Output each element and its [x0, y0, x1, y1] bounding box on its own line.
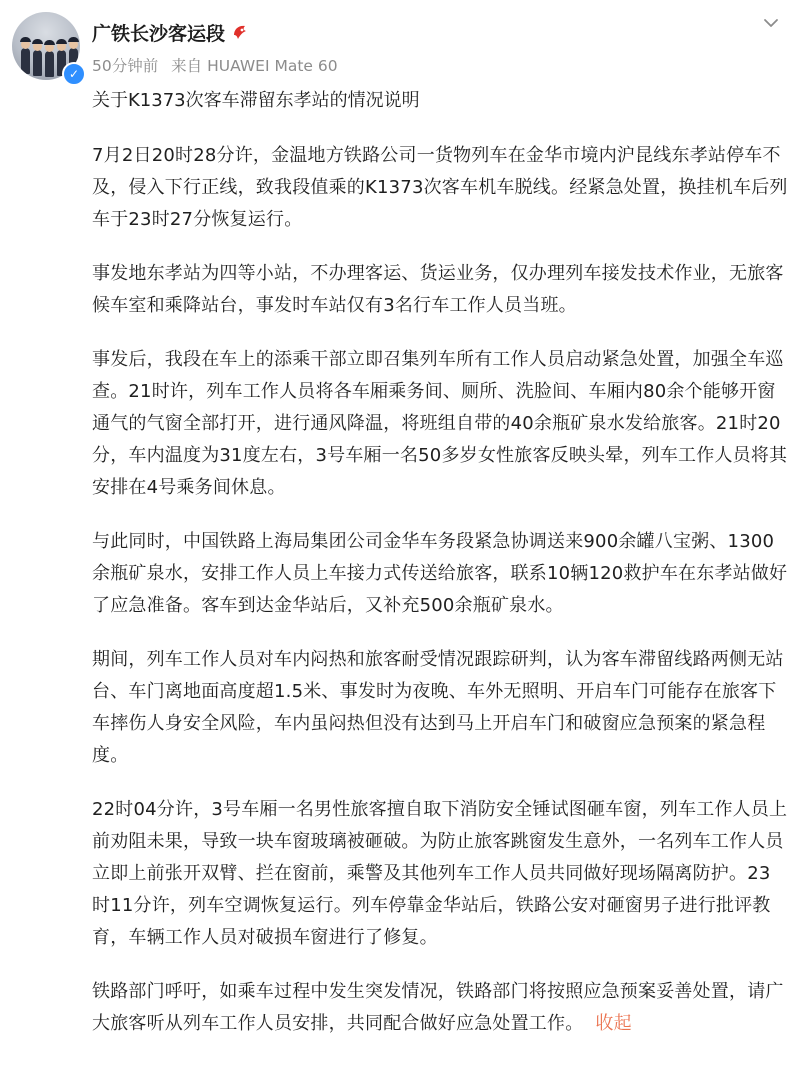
paragraph: 期间，列车工作人员对车内闷热和旅客耐受情况跟踪研判，认为客车滞留线路两侧无站台、车门离地面高度超1.5米、事发时为夜晚、车外无照明、开启车门可能存在旅客下车摔伤人身安全风险，车内虽闷热但没有达到马上开启车门和破窗应急预案的紧急程度。	[92, 649, 784, 766]
account-name[interactable]: 广铁长沙客运段	[92, 22, 226, 45]
post-header	[12, 12, 788, 92]
paragraph: 事发地东孝站为四等小站，不办理客运、货运业务，仅办理列车接发技术作业，无旅客候车室和乘降站台，事发时车站仅有3名行车工作人员当班。	[92, 263, 784, 316]
paragraph: 7月2日20时28分许，金温地方铁路公司一货物列车在金华市境内沪昆线东孝站停车不及，侵入下行正线，致我段值乘的K1373次客车机车脱线。经紧急处置，换挂机车后列车于23时27分恢复运行。	[92, 145, 788, 230]
chevron-down-icon[interactable]	[760, 12, 782, 34]
verified-badge-icon: ✓	[62, 62, 86, 86]
paragraph-text: 铁路部门呼吁，如乘车过程中发生突发情况，铁路部门将按照应急预案妥善处置，请广大旅客听从列车工作人员安排，共同配合做好应急处置工作。	[92, 981, 784, 1034]
paragraph-last	[92, 976, 788, 1040]
post-meta	[92, 54, 346, 76]
paragraph: 与此同时，中国铁路上海局集团公司金华车务段紧急协调送来900余罐八宝粥、1300余瓶矿泉水，安排工作人员上车接力式传送给旅客，联系10辆120救护车在东孝站做好了应急准备。客车到达金华站后，又补充500余瓶矿泉水。	[92, 531, 788, 616]
collapse-link[interactable]: 收起	[595, 1013, 632, 1034]
paragraph: 22时04分许，3号车厢一名男性旅客擅自取下消防安全锤试图砸车窗，列车工作人员上前劝阻未果，导致一块车窗玻璃被砸破。为防止旅客跳窗发生意外，一名列车工作人员立即上前张开双臂、拦在窗前，乘警及其他列车工作人员共同做好现场隔离防护。23时11分许，列车空调恢复运行。列车停靠金华站后，铁路公安对砸窗男子进行批评教育，车辆工作人员对破损车窗进行了修复。	[92, 799, 788, 948]
paragraph: 事发后，我段在车上的添乘干部立即召集列车所有工作人员启动紧急处置，加强全车巡查。21时许，列车工作人员将各车厢乘务间、厕所、洗脸间、车厢内80余个能够开窗通气的气窗全部打开，进行通风降温，将班组自带的40余瓶矿泉水发给旅客。21时20分，车内温度为31度左右，3号车厢一名50多岁女性旅客反映头晕，列车工作人员将其安排在4号乘务间休息。	[92, 349, 788, 498]
name-row	[92, 18, 249, 46]
post-title: 关于K1373次客车滞留东孝站的情况说明	[92, 90, 420, 111]
post-time[interactable]: 50分钟前	[92, 57, 159, 75]
post-body	[92, 140, 788, 1040]
post-source: 来自 HUAWEI Mate 60	[171, 57, 338, 75]
red-badge-icon	[231, 23, 249, 41]
